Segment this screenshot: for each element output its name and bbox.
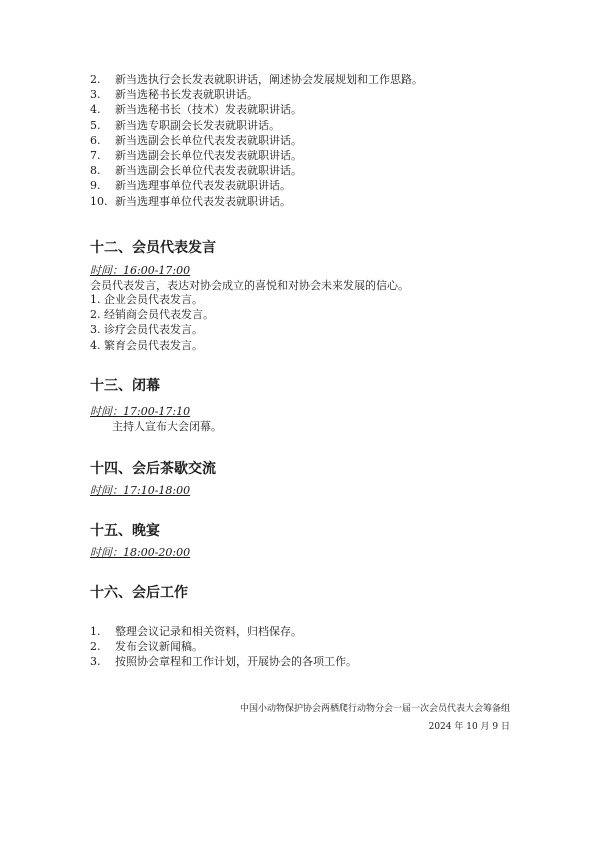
list-item: 1. 整理会议记录和相关资料，归档保存。	[90, 625, 302, 638]
list-item: 1. 企业会员代表发言。	[90, 293, 203, 306]
list-item: 4. 繁育会员代表发言。	[90, 338, 203, 352]
section-description: 会员代表发言，表达对协会成立的喜悦和对协会未来发展的信心。	[90, 279, 409, 292]
list-item: 4. 新当选秘书长（技术）发表就职讲话。	[90, 103, 302, 117]
list-item: 9. 新当选理事单位代表发表就职讲话。	[90, 179, 291, 193]
section-time: 时间：16:00-17:00	[90, 264, 191, 277]
list-item: 5. 新当选专职副会长发表就职讲话。	[90, 118, 280, 132]
member-speech-list	[90, 292, 214, 353]
footer-date: 2024 年 10 月 9 日	[428, 722, 510, 732]
list-item: 3. 诊疗会员代表发言。	[90, 323, 203, 337]
post-meeting-list	[90, 624, 357, 670]
list-item: 2. 新当选执行会长发表就职讲话，阐述协会发展规划和工作思路。	[90, 73, 423, 86]
section-title: 十五、晚宴	[90, 523, 160, 539]
list-item: 2. 经销商会员代表发言。	[90, 308, 214, 322]
list-item: 7. 新当选副会长单位代表发表就职讲话。	[90, 148, 302, 162]
section-time: 时间：17:00-17:10	[90, 405, 191, 418]
section-description: 主持人宣布大会闭幕。	[112, 420, 222, 433]
section-title: 十六、会后工作	[90, 585, 188, 601]
list-item: 8. 新当选副会长单位代表发表就职讲话。	[90, 164, 302, 178]
section-title: 十三、闭幕	[90, 378, 160, 394]
section-time: 时间：18:00-20:00	[90, 546, 191, 559]
speech-list	[90, 72, 423, 209]
section-time: 时间：17:10-18:00	[90, 484, 191, 497]
section-title: 十四、会后茶歇交流	[90, 461, 216, 477]
list-item: 3. 新当选秘书长发表就职讲话。	[90, 88, 258, 102]
list-item: 3. 按照协会章程和工作计划，开展协会的各项工作。	[90, 655, 357, 669]
footer-organization: 中国小动物保护协会两栖爬行动物分会一届一次会员代表大会筹备组	[239, 704, 510, 714]
list-item: 6. 新当选副会长单位代表发表就职讲话。	[90, 133, 302, 147]
section-title: 十二、会员代表发言	[90, 240, 216, 256]
list-item: 2. 发布会议新闻稿。	[90, 640, 203, 654]
list-item: 10. 新当选理事单位代表发表就职讲话。	[90, 194, 291, 208]
